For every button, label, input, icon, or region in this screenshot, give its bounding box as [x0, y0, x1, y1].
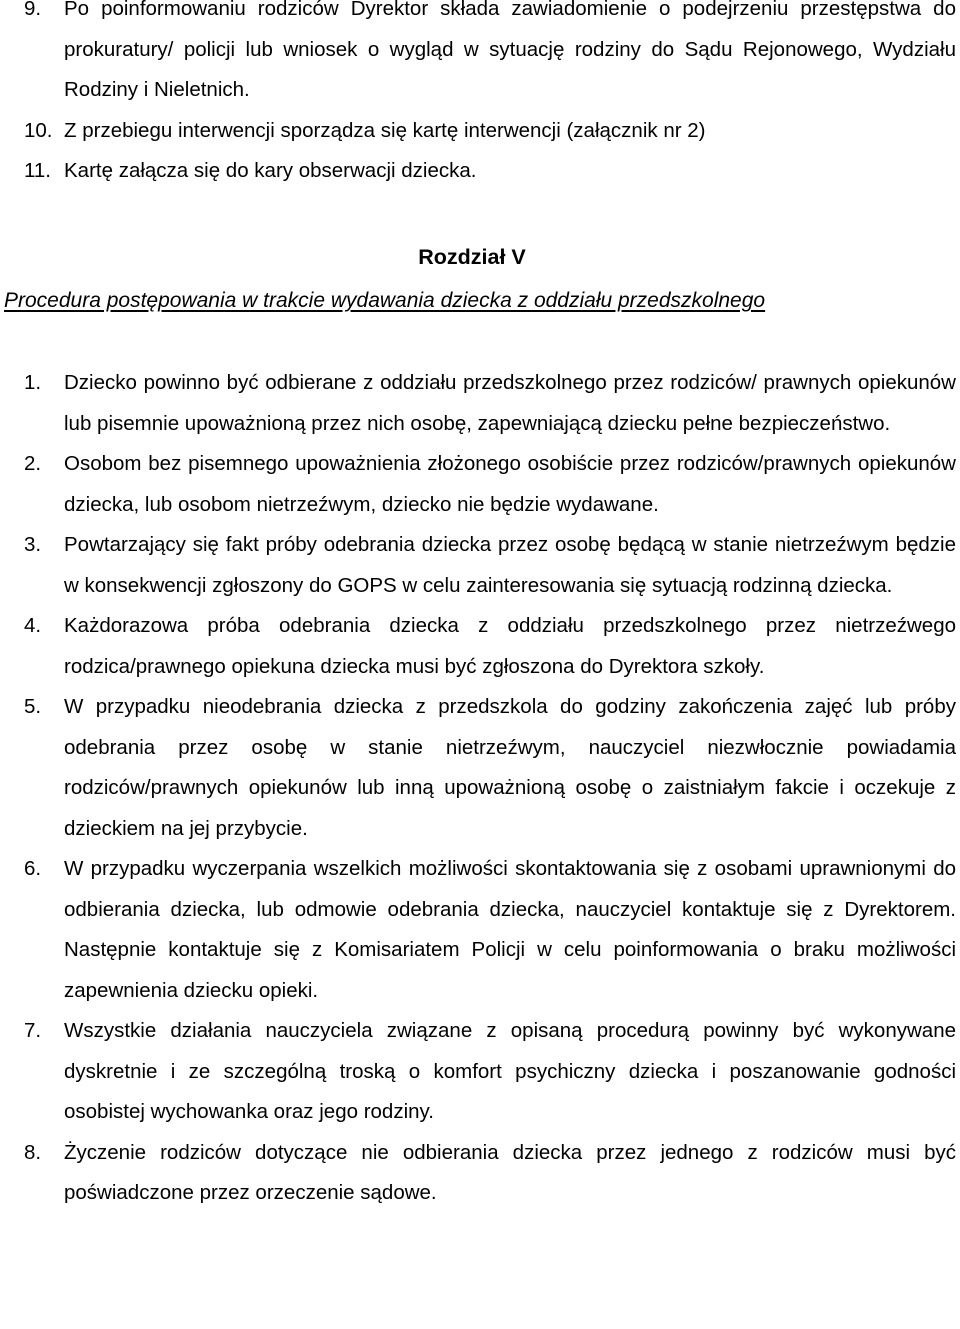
item-number: 4.	[24, 614, 42, 637]
item-text: Dziecko powinno być odbierane z oddziału przedszkolnego przez rodziców/ prawnych opiekunów lub pisemnie upoważnioną przez nich osobę, zapewniającą dziecku pełne bezpieczeństwo.	[64, 371, 956, 435]
list-item	[0, 525, 960, 606]
item-text: Z przebiegu interwencji sporządza się kartę interwencji (załącznik nr 2)	[64, 118, 706, 142]
item-number: 2.	[24, 452, 42, 475]
item-number: 5.	[24, 695, 42, 718]
previous-chapter-list	[0, 0, 960, 192]
chapter-title: Rozdział V	[418, 245, 526, 269]
item-number: 6.	[24, 857, 42, 880]
list-item	[0, 687, 960, 849]
item-text: Wszystkie działania nauczyciela związane z opisaną procedurą powinny być wykonywane dyskretnie i ze szczególną troską o komfort psychiczny dziecka i poszanowanie godności osobistej wychowanka oraz jego rodziny.	[64, 1019, 956, 1123]
item-number: 3.	[24, 533, 42, 556]
item-text: Osobom bez pisemnego upoważnienia złożonego osobiście przez rodziców/prawnych opiekunów dziecka, lub osobom nietrzeźwym, dziecko nie będzie wydawane.	[64, 452, 956, 516]
list-item	[0, 1011, 960, 1133]
procedure-list	[0, 363, 960, 1214]
chapter-subtitle: Procedura postępowania w trakcie wydawania dziecka z oddziału przedszkolnego	[4, 289, 766, 312]
list-item	[0, 363, 960, 444]
item-text: W przypadku nieodebrania dziecka z przedszkola do godziny zakończenia zajęć lub próby odebrania przez osobę w stanie nietrzeźwym, nauczyciel niezwłocznie powiadamia rodziców/prawnych opiekunów lub inną upoważnioną osobę o zaistniałym fakcie i oczekuje z dzieckiem na jej przybycie.	[64, 695, 956, 840]
item-number: 10.	[24, 118, 53, 142]
list-item	[0, 111, 960, 152]
item-text: W przypadku wyczerpania wszelkich możliwości skontaktowania się z osobami uprawnionymi do odbierania dziecka, lub odmowie odebrania dziecka, nauczyciel kontaktuje się z Dyrektorem. Następnie kontaktuje się z Komisariatem Policji w celu poinformowania o braku możliwości zapewnienia dziecku opieki.	[64, 857, 956, 1002]
item-number: 9.	[24, 0, 42, 20]
item-number: 11.	[24, 159, 51, 182]
list-item	[0, 0, 960, 111]
item-text: Każdorazowa próba odebrania dziecka z oddziału przedszkolnego przez nietrzeźwego rodzica/prawnego opiekuna dziecka musi być zgłoszona do Dyrektora szkoły.	[64, 614, 956, 678]
item-number: 1.	[24, 371, 42, 394]
list-item	[0, 1133, 960, 1214]
item-text: Kartę załącza się do kary obserwacji dziecka.	[64, 159, 477, 182]
item-text: Życzenie rodziców dotyczące nie odbierania dziecka przez jednego z rodziców musi być poświadczone przez orzeczenie sądowe.	[64, 1140, 956, 1204]
item-text: Po poinformowaniu rodziców Dyrektor składa zawiadomienie o podejrzeniu przestępstwa do prokuratury/ policji lub wniosek o wygląd w sytuację rodziny do Sądu Rejonowego, Wydziału Rodziny i Nieletnich.	[64, 0, 956, 101]
list-item	[0, 606, 960, 687]
list-item	[0, 444, 960, 525]
list-item	[0, 849, 960, 1011]
item-number: 7.	[24, 1019, 42, 1042]
list-item	[0, 151, 960, 192]
item-text: Powtarzający się fakt próby odebrania dziecka przez osobę będącą w stanie nietrzeźwym będzie w konsekwencji zgłoszony do GOPS w celu zainteresowania się sytuacją rodzinną dziecka.	[64, 533, 956, 597]
item-number: 8.	[24, 1140, 42, 1164]
